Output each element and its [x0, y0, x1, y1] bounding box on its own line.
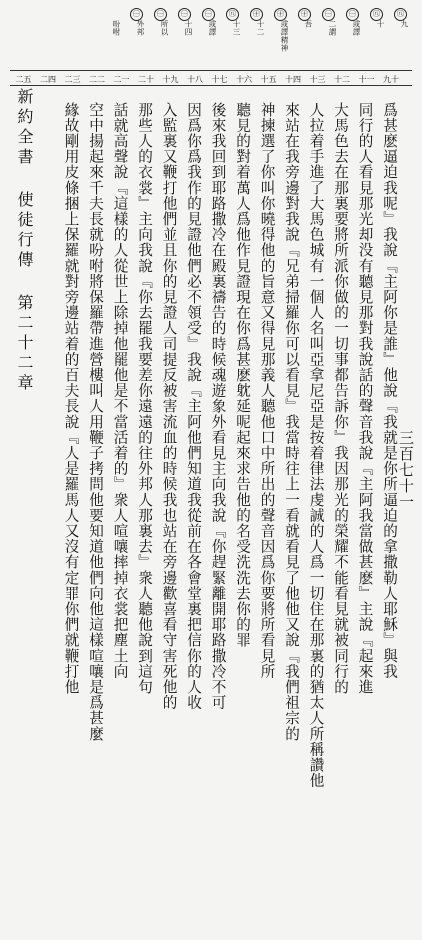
header-rule — [10, 85, 412, 86]
verse-number: 十三 — [309, 75, 326, 84]
marginal-note: 吾 — [304, 20, 313, 28]
verse-number: 二三 — [64, 75, 81, 84]
text-column: 大馬色去在那裏要將所派你做的一切事都告訴你』我因那光的榮耀不能看見就被同行的 — [332, 102, 349, 695]
marginal-note: 或譯精神 — [280, 20, 289, 52]
note-marker-icon: ㊀ — [322, 8, 335, 21]
note-marker-icon: ㊀ — [202, 8, 215, 21]
note-marker-icon: ㊉ — [298, 8, 311, 21]
marginal-note: 吩咐 — [112, 20, 121, 36]
text-column: 因爲你爲我作的見證他們必不領受』我說『主阿他們知道我從前在各會堂裏把信你的人收 — [185, 102, 202, 711]
marginal-note: 外邦 — [136, 20, 145, 36]
text-column: 話就高聲說『這樣的人從世上除掉他罷他是不當活着的』衆人喧嚷摔掉衣裳把塵土向 — [111, 102, 129, 680]
marginal-note: 十三 — [232, 20, 241, 36]
verse-number: 十八 — [187, 75, 203, 84]
verse-number: 十二 — [334, 75, 350, 84]
text-column: 來站在我旁邊對我說『兄弟掃羅你可以看見』我當時往上一看就看見了他他又說『我們祖宗的 — [283, 102, 300, 742]
marginal-note: 十四 — [184, 20, 193, 36]
text-column: 同行的人看見那光却没有聽見那對我說話的聲音我說『主阿我當做甚麽』主說『起來進 — [356, 102, 374, 695]
text-column: 神揀選了你叫你曉得他的旨意又得見那義人聽他口中所出的聲音因爲你要將所看見所 — [258, 102, 276, 680]
text-column: 爲甚麽逼迫我呢』我說『主阿你是誰』他說『我就是你所逼迫的拿撒勒人耶穌』與我 — [381, 102, 398, 680]
verse-number: 十五 — [260, 75, 277, 84]
verse-number: 十七 — [211, 75, 228, 84]
text-column: 人拉着手進了大馬色城有一個人名叫亞拿尼亞是按着律法虔誠的人爲一切住在那裏的猶太人所稱讚他 — [307, 102, 325, 789]
note-marker-icon: ㊀ — [154, 8, 167, 21]
page-number: 三百七十一 — [397, 430, 415, 510]
verse-number: 十九 — [162, 75, 179, 84]
verse-number: 二二 — [89, 75, 105, 84]
note-marker-icon: ㊀ — [178, 8, 191, 21]
note-marker-icon: ㊇ — [370, 8, 383, 21]
note-marker-icon: ㊇ — [394, 8, 407, 21]
text-column: 入監裏又鞭打他們並且你的見證人司提反被害流血的時候我也站在旁邊歡喜看守害死他的 — [160, 102, 178, 711]
verse-number: 二四 — [40, 75, 56, 84]
verse-number: 十一 — [358, 75, 375, 84]
verse-number: 二十 — [138, 75, 154, 84]
text-column: 後來我回到耶路撒冷在殿裏禱告的時候魂遊象外看見主向我說『你趕緊離開耶路撒冷不可 — [209, 102, 227, 711]
marginal-note: 所以 — [160, 20, 169, 36]
running-head-book: 新約全書 使徒行傳 第二十二章 — [15, 88, 34, 394]
marginal-note: 或譯 — [352, 20, 361, 36]
marginal-note: 九 — [400, 20, 409, 28]
text-column: 緣故剛用皮條捆上保羅就對旁邊站着的百夫長說『人是羅馬人又沒有定罪你們就鞭打他 — [62, 102, 80, 695]
verse-number: 九十 — [383, 75, 399, 84]
note-marker-icon: ㊉ — [250, 8, 263, 21]
marginal-note: 十二 — [256, 20, 265, 36]
text-column: 那些人的衣裳』主向我說『你去罷我要差你遠遠的往外邦人那裏去』衆人聽他說到這句 — [136, 102, 153, 695]
verse-number: 二五 — [15, 75, 32, 84]
top-rule — [10, 70, 412, 71]
verse-number: 二一 — [113, 75, 130, 84]
text-column: 聽見的對着萬人爲他作見證現在你爲甚麽躭延呢起來求告他的名受洗洗去你的罪 — [234, 102, 251, 648]
marginal-note: 或譯 — [208, 20, 217, 36]
verse-number: 十四 — [285, 75, 301, 84]
marginal-note: 二謂 — [328, 20, 337, 36]
marginal-note: 十 — [376, 20, 385, 28]
note-marker-icon: ㊀ — [346, 8, 359, 21]
note-marker-icon: ㊇ — [226, 8, 239, 21]
note-marker-icon: ㊉ — [274, 8, 287, 21]
note-marker-icon: ㊀ — [130, 8, 143, 21]
verse-number: 十六 — [236, 75, 252, 84]
text-column: 空中揚起來千夫長就吩咐將保羅帶進營樓叫人用鞭子拷問他要知道他們向他這樣喧嚷是爲甚麼 — [87, 102, 104, 742]
